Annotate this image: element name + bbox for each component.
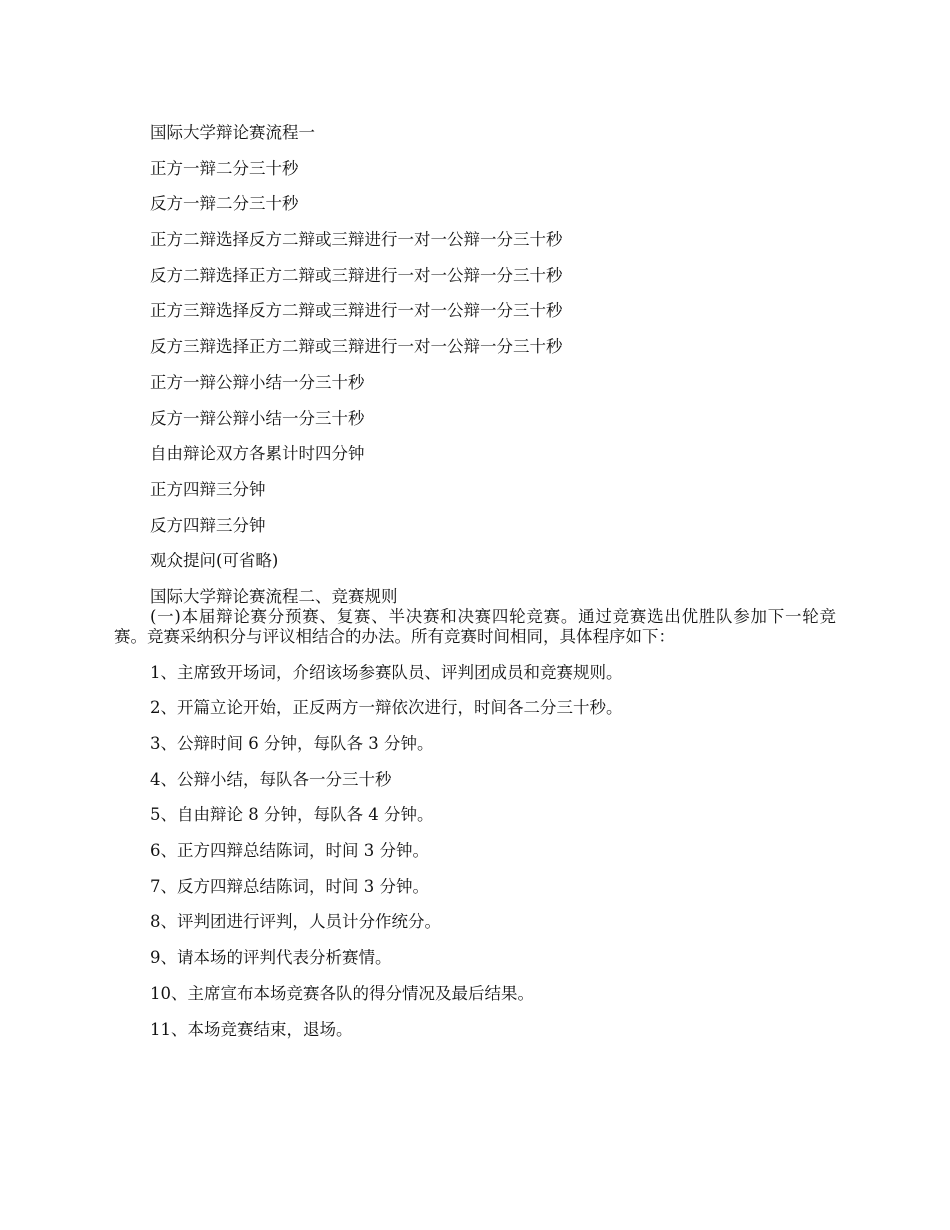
flow-title: 国际大学辩论赛流程一: [150, 123, 315, 142]
flow-line: 反方一辩公辩小结一分三十秒: [150, 408, 365, 428]
flow-line: 自由辩论双方各累计时四分钟: [150, 444, 365, 464]
step-item: 9、请本场的评判代表分析赛情。: [150, 948, 392, 968]
flow-line: 正方一辩二分三十秒: [150, 158, 299, 178]
step-item: 5、自由辩论 8 分钟，每队各 4 分钟。: [150, 805, 434, 825]
step-item: 2、开篇立论开始，正反两方一辩依次进行，时间各二分三十秒。: [150, 698, 623, 718]
section-title: 国际大学辩论赛流程二、竞赛规则: [150, 586, 398, 606]
flow-line: 观众提问(可省略): [150, 551, 279, 571]
flow-line: 反方二辩选择正方二辩或三辩进行一对一公辩一分三十秒: [150, 265, 563, 285]
flow-line: 正方四辩三分钟: [150, 479, 266, 499]
flow-line: 正方三辩选择反方二辩或三辩进行一对一公辩一分三十秒: [150, 301, 563, 321]
flow-line: 反方四辩三分钟: [150, 515, 266, 535]
rules-paragraph: (一)本届辩论赛分预赛、复赛、半决赛和决赛四轮竞赛。通过竞赛选出优胜队参加下一轮竞赛。竞赛采纳积分与评议相结合的办法。所有竞赛时间相同，具体程序如下：: [114, 606, 836, 646]
step-item: 4、公辩小结，每队各一分三十秒: [150, 769, 392, 789]
flow-line: 反方一辩二分三十秒: [150, 194, 299, 214]
step-item: 10、主席宣布本场竞赛各队的得分情况及最后结果。: [150, 983, 534, 1003]
flow-line: 正方二辩选择反方二辩或三辩进行一对一公辩一分三十秒: [150, 230, 563, 250]
step-item: 3、公辩时间 6 分钟，每队各 3 分钟。: [150, 734, 434, 753]
document-body: [114, 123, 836, 1040]
step-item: 11、本场竞赛结束，退场。: [150, 1019, 353, 1039]
flow-line: 正方一辩公辩小结一分三十秒: [150, 372, 365, 392]
flow-line: 反方三辩选择正方二辩或三辩进行一对一公辩一分三十秒: [150, 337, 563, 357]
step-item: 1、主席致开场词，介绍该场参赛队员、评判团成员和竞赛规则。: [150, 662, 623, 682]
step-item: 7、反方四辩总结陈词，时间 3 分钟。: [150, 876, 429, 896]
step-item: 8、评判团进行评判，人员计分作统分。: [150, 912, 441, 932]
step-item: 6、正方四辩总结陈词，时间 3 分钟。: [150, 841, 429, 861]
